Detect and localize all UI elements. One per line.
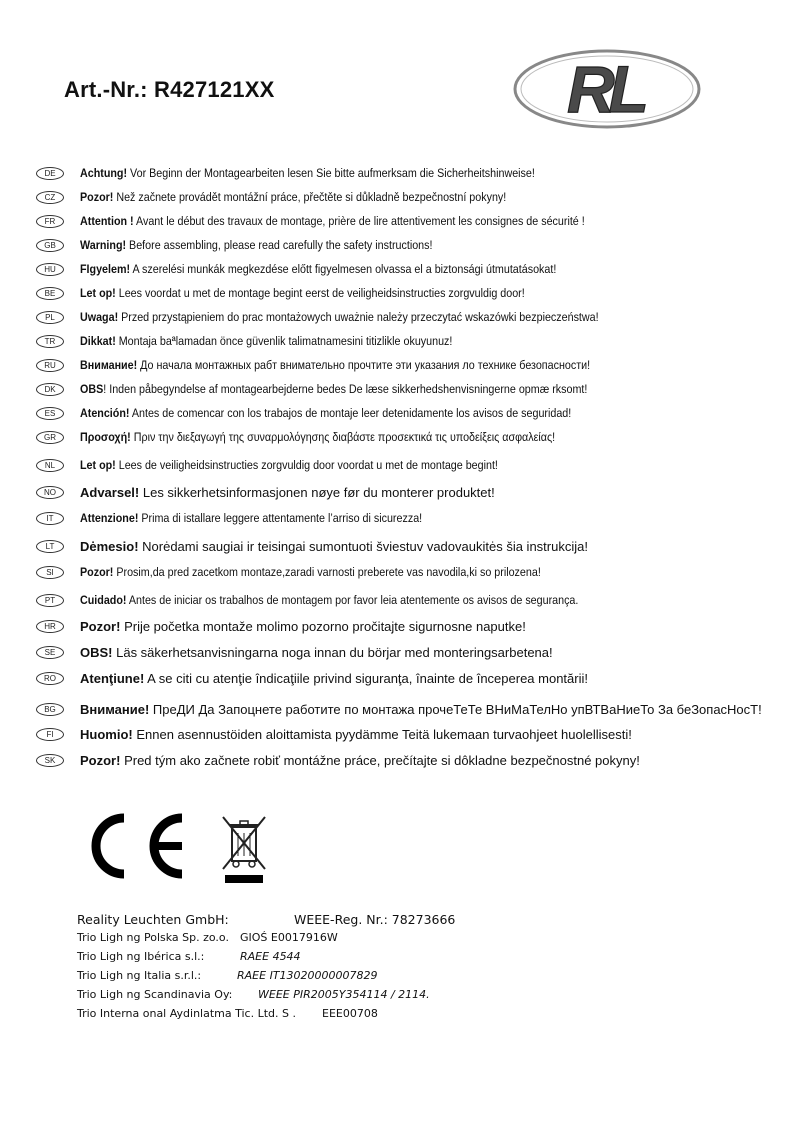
- language-code-badge: BE: [36, 287, 64, 300]
- warning-label: Atención!: [80, 406, 130, 420]
- warning-message: Avant le début des travaux de montage, prière de lire attentivement les consignes de sécurité !: [133, 214, 585, 228]
- warning-row: [36, 699, 762, 719]
- warning-label: Let op!: [80, 286, 116, 300]
- footer-entry-name: Trio Ligh ng Ibérica s.l.:: [77, 950, 205, 963]
- warning-row: [36, 283, 585, 303]
- warning-row: [36, 668, 588, 688]
- warning-label: Pozor!: [80, 752, 121, 768]
- warning-text: [80, 214, 585, 228]
- language-code-badge: RO: [36, 672, 64, 685]
- warning-message: Vor Beginn der Montagearbeiten lesen Sie bitte aufmerksam die Sicherheitshinweise!: [127, 166, 535, 180]
- warning-text: [80, 358, 590, 372]
- warning-label: Dėmesio!: [80, 538, 139, 554]
- footer-company: Reality Leuchten GmbH:: [77, 912, 229, 927]
- language-code-badge: LT: [36, 540, 64, 553]
- warning-row: [36, 590, 646, 610]
- warning-label: Внимание!: [80, 358, 138, 372]
- language-code-badge: CZ: [36, 191, 64, 204]
- language-code-badge: TR: [36, 335, 64, 348]
- language-code-badge: FI: [36, 728, 64, 741]
- warning-message: ! Inden påbegyndelse af montagearbejderne bedes De læse sikkerhedshenvisningerne opmæ rksomt!: [103, 382, 588, 396]
- footer-entry-reg: GIOŚ E0017916W: [240, 931, 338, 944]
- warning-row: [36, 307, 669, 327]
- language-code-badge: ES: [36, 407, 64, 420]
- warning-row: [36, 235, 481, 255]
- warning-label: Pozor!: [80, 190, 114, 204]
- warning-message: Prima di istallare leggere attentamente l’arriso di sicurezza!: [138, 511, 423, 525]
- warning-message: Lees voordat u met de montage begint eerst de veiligheidsinstructies zorgvuldig door!: [115, 286, 525, 300]
- warning-label: Attenzione!: [80, 511, 139, 525]
- warning-label: OBS: [80, 382, 104, 396]
- warning-row: [36, 331, 503, 351]
- footer-entry-name: Trio Ligh ng Scandinavia Oy:: [77, 988, 233, 1001]
- warning-row: [36, 562, 604, 582]
- warning-row: [36, 508, 469, 528]
- warning-text: [80, 382, 587, 396]
- warning-message: Πριν την διεξαγωγή της συναρμολόγησης διαβάστε προσεκτικά τις υποδείξεις ασφαλείας!: [130, 430, 556, 444]
- warning-message: Before assembling, please read carefully the safety instructions!: [126, 238, 433, 252]
- warning-row: [36, 355, 660, 375]
- warning-message: A szerelési munkák megkezdése előtt figyelmesen olvassa el a biztonsági útmutatásokat!: [130, 262, 557, 276]
- warning-row: [36, 536, 588, 556]
- warning-row: [36, 427, 620, 447]
- language-code-badge: BG: [36, 703, 64, 716]
- language-code-badge: IT: [36, 512, 64, 525]
- language-code-badge: DK: [36, 383, 64, 396]
- warning-text: [80, 645, 553, 660]
- warning-text: [80, 593, 578, 607]
- language-code-badge: SK: [36, 754, 64, 767]
- warning-text: [80, 406, 571, 420]
- language-code-badge: SE: [36, 646, 64, 659]
- warning-row: [36, 455, 555, 475]
- warning-label: Achtung!: [80, 166, 128, 180]
- warning-text: [80, 539, 588, 554]
- warning-message: A se citi cu atenţie îndicaţiile privind siguranţa, înainte de începerea montării!: [144, 670, 588, 686]
- warning-message: Prije početka montaže molimo pozorno pročitajte sigurnosne naputke!: [120, 618, 526, 634]
- warning-row: [36, 750, 640, 770]
- warning-text: [80, 310, 599, 324]
- warning-text: [80, 485, 495, 500]
- footer-entry-name: Trio Interna onal Aydinlatma Tic. Ltd. S .: [77, 1007, 296, 1020]
- warning-label: Warning!: [80, 238, 127, 252]
- language-code-badge: NO: [36, 486, 64, 499]
- warning-message: Antes de comencar con los trabajos de montaje leer detenidamente los avisos de seguridad!: [129, 406, 572, 420]
- warning-text: [80, 286, 525, 300]
- warning-message: Antes de iniciar os trabalhos de montagem por favor leia atentemente os avisos de segurança.: [126, 593, 579, 607]
- warning-message: Läs säkerhetsanvisningarna noga innan du börjar med monteringsarbetena!: [112, 644, 553, 660]
- warning-label: FIgyelem!: [80, 262, 131, 276]
- warning-text: [80, 511, 422, 525]
- footer-entry-name: Trio Ligh ng Italia s.r.l.:: [77, 969, 202, 982]
- logo-text: RL: [567, 52, 643, 126]
- warning-row: [36, 482, 495, 502]
- warning-label: Attention !: [80, 214, 134, 228]
- warning-text: [80, 458, 498, 472]
- warning-label: Huomio!: [80, 726, 133, 742]
- warning-row: [36, 259, 621, 279]
- warning-label: Atenţiune!: [80, 670, 145, 686]
- warning-text: [80, 619, 526, 634]
- warning-row: [36, 379, 657, 399]
- language-code-badge: PL: [36, 311, 64, 324]
- warning-message: Pred tým ako začnete robiť montážne práce, prečítajte si dôkladne bezpečnostné pokyny!: [120, 752, 640, 768]
- warning-message: ПреДИ Да Запоцнете работите по монтажа прочеТеТе ВНиМаТелНо упВТВаНиеТо За беЗопасНосТ!: [149, 701, 762, 717]
- warning-label: Uwaga!: [80, 310, 119, 324]
- warning-message: До начала монтажных рабт внимательно прочтите эти указания ло технике безопасности!: [137, 358, 591, 372]
- warning-text: [80, 727, 632, 742]
- warning-message: Montaja baªlamadan önce güvenlik talimatnamesini titizlikle okuyunuz!: [115, 334, 453, 348]
- warning-text: [80, 753, 640, 768]
- warning-row: [36, 616, 526, 636]
- warning-text: [80, 671, 588, 686]
- footer-entry-reg: RAEE IT13020000007829: [237, 969, 378, 982]
- language-code-badge: FR: [36, 215, 64, 228]
- language-code-badge: DE: [36, 167, 64, 180]
- language-code-badge: GR: [36, 431, 64, 444]
- language-code-badge: SI: [36, 566, 64, 579]
- warning-label: Προσοχή!: [80, 430, 131, 444]
- warning-message: Prosim,da pred zacetkom montaze,zaradi varnosti preberete vas navodila,ki so prilozena!: [113, 565, 541, 579]
- warning-label: OBS!: [80, 644, 113, 660]
- warning-row: [36, 187, 564, 207]
- warning-text: [80, 190, 506, 204]
- warning-message: Norėdami saugiai ir teisingai sumontuoti šviestuv vadovaukitės šia instrukcija!: [138, 538, 588, 554]
- footer-entry-reg: RAEE 4544: [240, 950, 301, 963]
- warning-label: Advarsel!: [80, 484, 140, 500]
- warning-text: [80, 334, 452, 348]
- footer-weee-reg: WEEE-Reg. Nr.: 78273666: [294, 912, 456, 927]
- warning-text: [80, 702, 762, 717]
- footer-entry-reg: EEE00708: [322, 1007, 378, 1020]
- warning-message: Lees de veiligheidsinstructies zorgvuldig door voordat u met de montage begint!: [115, 458, 498, 472]
- article-number: Art.-Nr.: R427121XX: [64, 77, 275, 102]
- warning-text: [80, 565, 541, 579]
- warning-message: Przed przystąpieniem do prac montażowych uważnie należy przeczytać wskazówki bezpieczeństwa!: [118, 310, 599, 324]
- warning-text: [80, 166, 535, 180]
- warning-label: Dikkat!: [80, 334, 116, 348]
- language-code-badge: HR: [36, 620, 64, 633]
- language-code-badge: RU: [36, 359, 64, 372]
- warning-message: Ennen asennustöiden aloittamista pyydämme Teitä lukemaan turvaohjeet huolellisesti!: [132, 726, 632, 742]
- warning-label: Pozor!: [80, 618, 121, 634]
- footer-entry-name: Trio Ligh ng Polska Sp. zo.o.: [77, 931, 229, 944]
- warning-row: [36, 642, 553, 662]
- language-code-badge: GB: [36, 239, 64, 252]
- ce-mark: [78, 812, 188, 880]
- warning-row: [36, 403, 638, 423]
- warning-text: [80, 238, 432, 252]
- warning-label: Pozor!: [80, 565, 114, 579]
- footer-entry-reg: WEEE PIR2005Y354114 / 2114.: [258, 988, 430, 1001]
- language-code-badge: NL: [36, 459, 64, 472]
- warning-row: [36, 163, 597, 183]
- warning-text: [80, 262, 556, 276]
- warning-message: Les sikkerhetsinformasjonen nøye før du monterer produktet!: [139, 484, 495, 500]
- rl-logo: [512, 48, 702, 130]
- language-code-badge: PT: [36, 594, 64, 607]
- warning-text: [80, 430, 555, 444]
- language-code-badge: HU: [36, 263, 64, 276]
- warning-row: [36, 211, 654, 231]
- warning-row: [36, 724, 632, 744]
- warning-message: Než začnete provádět montážní práce, přečtěte si důkladně bezpečnostní pokyny!: [113, 190, 507, 204]
- warning-label: Внимание!: [80, 701, 150, 717]
- warning-label: Cuidado!: [80, 593, 127, 607]
- crossed-out-wheelie-bin-icon: [221, 813, 267, 885]
- warning-label: Let op!: [80, 458, 116, 472]
